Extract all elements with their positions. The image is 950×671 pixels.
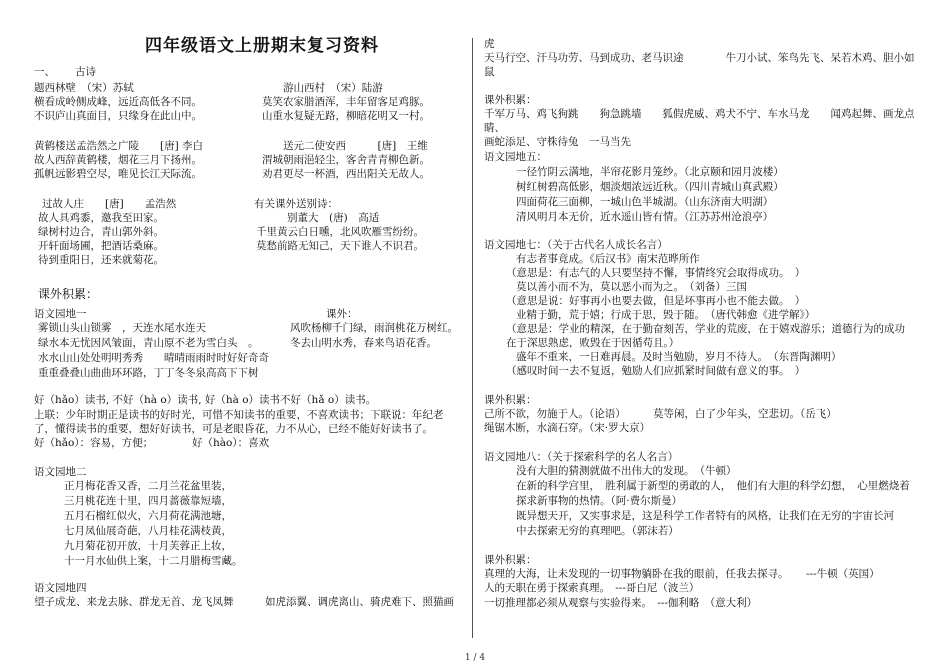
explanation-line: 好（hǎo）：容易，方便； — [34, 437, 154, 449]
quote-meaning: （意思是：有志气的人只要坚持不懈，事情终究会取得成功。 ） — [506, 267, 806, 279]
poem-line: 千里黄云白日曛，北风吹雁雪纷纷。 — [256, 226, 424, 238]
quote-meaning: 在于深思熟虑，败毁在于因循苟且。） — [506, 337, 680, 349]
poem-line: 渭城朝雨浥轻尘，客舍青青柳色新。 — [262, 154, 430, 166]
couplet-line: 绿水本无忧因风皱面，青山原不老为雪白头 。 — [38, 337, 259, 349]
extra-label: 课外： — [326, 308, 358, 320]
idiom-line: 虎 — [484, 38, 495, 50]
couplet-line: 清风明月本无价，近水遥山皆有情。（江苏苏州沧浪亭） — [516, 211, 774, 223]
quote-line: 绳锯木断，水滴石穿。（宋·罗大京） — [484, 422, 651, 434]
quote-line: 莫等闲，白了少年头，空悲切。（岳飞） — [653, 408, 837, 420]
section-heading-garden-8: 语文园地八：（关于探索科学的名人名言） — [484, 451, 679, 463]
flower-song-line: 十一月水仙供上案，十二月腊梅雪藏。 — [64, 555, 243, 567]
poem-line: 绿树村边合，青山郭外斜。 — [38, 226, 164, 238]
quote-line: 没有大胆的猜测就做不出伟大的发现。 （牛顿） — [516, 465, 737, 477]
idiom-line: 画蛇添足、守株待兔 一马当先 — [484, 136, 631, 148]
flower-song-line: 七月凤仙展奇葩，八月桂花满枝黄， — [64, 525, 232, 537]
poem-title: 黄鹤楼送孟浩然之广陵 [唐] 李白 — [34, 140, 204, 152]
flower-song-line: 三月桃花连十里，四月蔷薇靠短墙， — [64, 495, 232, 507]
quote-line: 有志者事竟成。《后汉书》南宋范晔所作 — [516, 253, 700, 265]
quote-meaning: （感叹时间一去不复返，勉励人们应抓紧时间做有意义的事。 ） — [506, 365, 806, 377]
poem-title: 过故人庄 [唐] 孟浩然 — [42, 198, 177, 210]
poem-line: 孤帆远影碧空尽，唯见长江天际流。 — [34, 168, 202, 180]
explanation-line: 了，懂得读书的重要，想好好读书，可是老眼昏花，力不从心，已经不能好好读书了。 — [34, 423, 433, 435]
quote-attribution: ---牛顿（英国） — [806, 568, 880, 580]
poem-line: 莫愁前路无知己，天下谁人不识君。 — [256, 240, 424, 252]
flower-song-line: 五月石榴红似火，六月荷花满池塘， — [64, 510, 232, 522]
couplet-line: 重重叠叠山曲曲环环路，丁丁冬冬泉高高下下树 — [38, 367, 259, 379]
column-divider — [472, 38, 473, 638]
poem-line: 山重水复疑无路，柳暗花明又一村。 — [262, 110, 430, 122]
section-heading-garden-2: 语文园地二 — [34, 466, 87, 478]
idiom-line: 望子成龙、来龙去脉、群龙无首、龙飞凤舞 如虎添翼、调虎离山、骑虎难下、照猫画 — [34, 596, 454, 608]
section-heading-garden-1: 语文园地一 — [34, 308, 87, 320]
page-title: 四年级语文上册期末复习资料 — [145, 36, 379, 56]
section-heading-extra: 课外积累： — [484, 394, 537, 406]
couplet-hao: 好（hǎo）读书, 不好（hà o）读书, 好（hà o）读书不好（hǎ o）读书。 — [34, 394, 377, 406]
section-heading-extra: 课外积累： — [38, 287, 99, 301]
quote-line: 业精于勤，荒于嬉；行成于思，毁于随。 （唐代韩愈《进学解》） — [516, 309, 816, 321]
idiom-line: 鼠 — [484, 66, 495, 78]
quote-line: 一切推理都必须从观察与实验得来。 ---伽利略 （意大利） — [484, 597, 758, 609]
poem-line: 劝君更尽一杯酒，西出阳关无故人。 — [262, 168, 430, 180]
couplet-line: 风吹杨柳千门绿，雨润桃花万树红。 — [290, 322, 458, 334]
section-heading-garden-7: 语文园地七：（关于古代名人成长名言） — [484, 239, 668, 251]
poem-line: 开轩面场圃，把酒话桑麻。 — [38, 240, 164, 252]
section-heading-extra: 课外积累： — [484, 554, 537, 566]
quote-line: 在新的科学宫里， 胜利属于新型的勇敢的人， 他们有大胆的科学幻想， 心里燃烧着 — [516, 480, 910, 492]
section-number: 一、 — [34, 66, 55, 78]
section-heading-garden-4: 语文园地四 — [34, 582, 87, 594]
explanation-line: 上联：少年时期正是读书的好时光，可惜不知读书的重要，不喜欢读书；下联说：年纪老 — [34, 409, 444, 421]
couplet-line: 四面荷花三面柳，一城山色半城湖。（山东济南大明湖） — [516, 196, 774, 208]
section-heading-garden-5: 语文园地五： — [484, 151, 547, 163]
poem-heading: 有关课外送别诗： — [254, 198, 338, 210]
flower-song-line: 九月菊花初开放，十月芙蓉正上妆， — [64, 540, 232, 552]
quote-line: 盛年不重来，一日难再晨。及时当勉励，岁月不待人。 （东晋陶渊明） — [516, 351, 842, 363]
poem-title: 送元二使安西 [唐] 王维 — [283, 140, 428, 152]
idiom-line: 千军万马、鸡飞狗跳 狗急跳墙 狐假虎威、鸡犬不宁、车水马龙 闻鸡起舞、画龙点 — [484, 108, 915, 120]
idiom-line: 睛、 — [484, 122, 505, 134]
poem-title: 题西林壁 （宋）苏轼 — [34, 82, 134, 94]
couplet-line: 一径竹阴云满地，半帘花影月笼纱。（北京颐和园月波楼） — [516, 166, 784, 178]
poem-title: 游山西村 （宋）陆游 — [283, 82, 383, 94]
quote-meaning: （意思是说：好事再小也要去做，但是坏事再小也不能去做。 ） — [506, 295, 806, 307]
couplet-line: 树红树碧高低影，烟淡烟浓远近秋。（四川青城山真武殿） — [516, 181, 784, 193]
poem-line: 故人西辞黄鹤楼，烟花三月下扬州。 — [34, 154, 202, 166]
couplet-line: 水水山山处处明明秀秀 晴晴雨雨时时好好奇奇 — [38, 352, 269, 364]
poem-line: 故人具鸡黍，邀我至田家。 — [38, 212, 164, 224]
poem-title: 别董大 (唐) 高适 — [287, 212, 380, 224]
flower-song-line: 正月梅花香又香，二月兰花盆里装， — [64, 480, 232, 492]
quote-line: 莫以善小而不为，莫以恶小而为之。 （刘备）三国 — [516, 281, 747, 293]
quote-line: 己所不欲，勿施于人。（论语） — [484, 408, 626, 420]
quote-line: 探求新事物的热情。（阿·费尔斯曼） — [516, 495, 683, 507]
couplet-line: 雾锁山头山锁雾 ，天连水尾水连天 — [38, 322, 206, 334]
quote-line: 真理的大海，让未发现的一切事物躺卧在我的眼前，任我去探寻。 — [484, 568, 789, 580]
poem-line: 横看成岭侧成峰，远近高低各不同。 — [34, 96, 202, 108]
page-number: 1 / 4 — [464, 653, 486, 663]
explanation-line: 好（hào）：喜欢 — [192, 437, 270, 449]
poem-line: 待到重阳日，还来就菊花。 — [38, 254, 164, 266]
quote-meaning: （意思是：学业的精深，在于勤奋刻苦，学业的荒废，在于嬉戏游乐；道德行为的成功 — [506, 323, 905, 335]
quote-line: 既异想天开，又实事求是，这是科学工作者特有的风格，让我们在无穷的宇宙长河 — [516, 510, 894, 522]
idiom-line: 天马行空、汗马功劳、马到成功、老马识途 牛刀小试、笨鸟先飞、呆若木鸡、胆小如 — [484, 52, 915, 64]
section-heading-extra: 课外积累： — [484, 94, 537, 106]
quote-line: 人的天职在勇于探索真理。 ---哥白尼（波兰） — [484, 582, 700, 594]
couplet-line: 冬去山明水秀，春来鸟语花香。 — [290, 337, 437, 349]
poem-line: 不识庐山真面目，只缘身在此山中。 — [34, 110, 202, 122]
quote-line: 中去探索无穷的真理吧。（郭沫若） — [516, 525, 679, 537]
poem-line: 莫笑农家腊酒浑，丰年留客足鸡豚。 — [262, 96, 430, 108]
section-heading-poems: 古诗 — [75, 66, 96, 78]
